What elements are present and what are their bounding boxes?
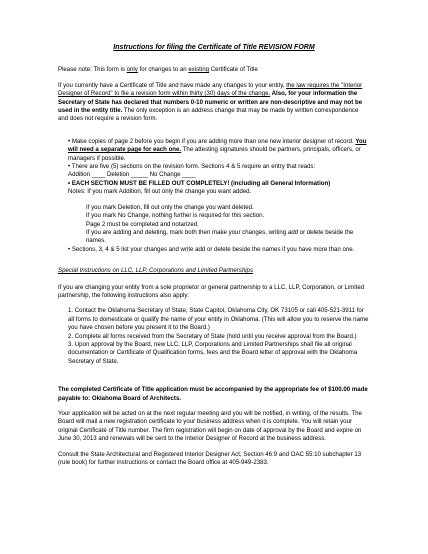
special-step-3: 3. Upon approval by the Board, new LLC, LLP, Corporations and Limited Partnerships shall file all original documentation or Certificate of Qualification forms, fees and the Board letter of approval with the Oklahoma Secretary of State. xyxy=(68,340,358,365)
special-steps xyxy=(58,307,370,366)
intro-text: If you currently have a Certificate of Title and have made any changes to your entity, xyxy=(58,81,287,89)
special-step-2: 2. Complete all forms received from the Secretary of State (hold until you receive approval from the Board.) xyxy=(68,332,357,340)
fee-notice: The completed Certificate of Title application must be accompanied by the appropriate fee of $100.00 made payable to: Oklahoma Board of Architects. xyxy=(58,386,368,402)
note-only-word: only xyxy=(126,66,138,74)
special-step-1: 1. Contact the Oklahoma Secretary of State, State Capitol, Oklahoma City, OK 73105 or call 405-521-3911 for all forms to domesticate or qualify the name of your entity in Oklahoma. (This will allow you to reserve the name you have chosen before you present it to the Board.) xyxy=(68,307,369,332)
note-add-delete xyxy=(86,229,370,246)
bullet-copies-suffix: The attesting signatures should be partners, principals, officers, or managers if possible. xyxy=(68,146,361,162)
note-notarized: Page 2 must be completed and notarized. xyxy=(86,220,199,228)
intro-bold-notice: Also, for your information the Secretary of State has declared that numbers 0-10 numeric or written are non-descriptive and may not be used in the entity title. xyxy=(58,90,363,115)
bullet-sections: • There are five (5) sections on the revision form. Sections 4 & 5 require an entry that reads: xyxy=(68,163,316,171)
bullet-options: Addition ____ Deletion _____ No Change ____ xyxy=(68,171,196,179)
note-existing-word: existing xyxy=(188,66,209,74)
intro-law-requirement: the law requires the "Interior Designer of Record" to file a revision form within thirty (30) days of the change. xyxy=(58,81,363,98)
note-or-word: or xyxy=(298,228,307,236)
consult-paragraph: Consult the State Architectural and Registered Interior Designer Act, Section 46:9 and OAC 55:10 subchapter 13 (rule book) for further instructions or contact the Board office at 405-949-2383. xyxy=(58,450,362,467)
note-text-suffix: Certificate of Title xyxy=(209,66,258,74)
action-paragraph: Your application will be acted on at the next regular meeting and you will be notified, in writing, of the results. The Board will mail a new registration certificate to your business address when it is complete. You will retain your original Certificate of Title number. The firm registration will begin on date of approval by the Board and expire on June 30, 2013 and renewals will be sent to the Interior Designer of Record at the business address. xyxy=(58,410,362,443)
note-no-change: If you mark No Change, nothing further is required for this section. xyxy=(86,212,265,220)
page-title: Instructions for filing the Certificate of Title REVISION FORM xyxy=(113,44,315,51)
notes-list xyxy=(68,204,370,246)
note-delete-word: delete xyxy=(306,228,324,236)
bullet-separate-page: You will need a separate page for each one. xyxy=(68,137,367,154)
bullet-notes: Notes: If you mark Addition, fill out only the change you want added. xyxy=(68,188,252,196)
special-intro: If you are changing your entity from a sole proprietor or general partnership to a LLC, LLP, Corporation, or Limited partnership, the following instructions also apply: xyxy=(58,283,365,299)
intro-paragraph xyxy=(58,82,370,124)
special-instructions-heading: Special Instructions on LLC, LLP, Corporations and Limited Partnerships xyxy=(58,267,253,275)
note-text: Please note: This form is xyxy=(58,66,127,74)
intro-exception-text: The only exception is an address change that may be made by written correspondence and does not require a revision form. xyxy=(58,107,359,123)
note-text-middle: for changes to an xyxy=(137,66,189,74)
note-add-delete-text: If you are adding and deleting, mark both then make your changes, writing xyxy=(86,228,288,236)
bullet-list xyxy=(58,138,370,254)
bullet-list-changes: • Sections, 3, 4 & 5 list your changes and write add or delete beside the names if you have more than one. xyxy=(68,245,355,253)
bullet-copies-text: • Make copies of page 2 before you begin if you are adding more than one new interior designer of record. xyxy=(68,137,356,145)
bullet-complete-warning: • EACH SECTION MUST BE FILLED OUT COMPLETELY! (including all General Information) xyxy=(68,179,331,187)
note-add-delete-suffix: beside the names. xyxy=(86,228,354,245)
note-deletion: If you mark Deletion, fill out only the change you want deleted. xyxy=(86,203,254,211)
note-paragraph xyxy=(58,66,370,74)
bullet-copies xyxy=(68,138,370,163)
note-add-word: add xyxy=(287,228,299,236)
